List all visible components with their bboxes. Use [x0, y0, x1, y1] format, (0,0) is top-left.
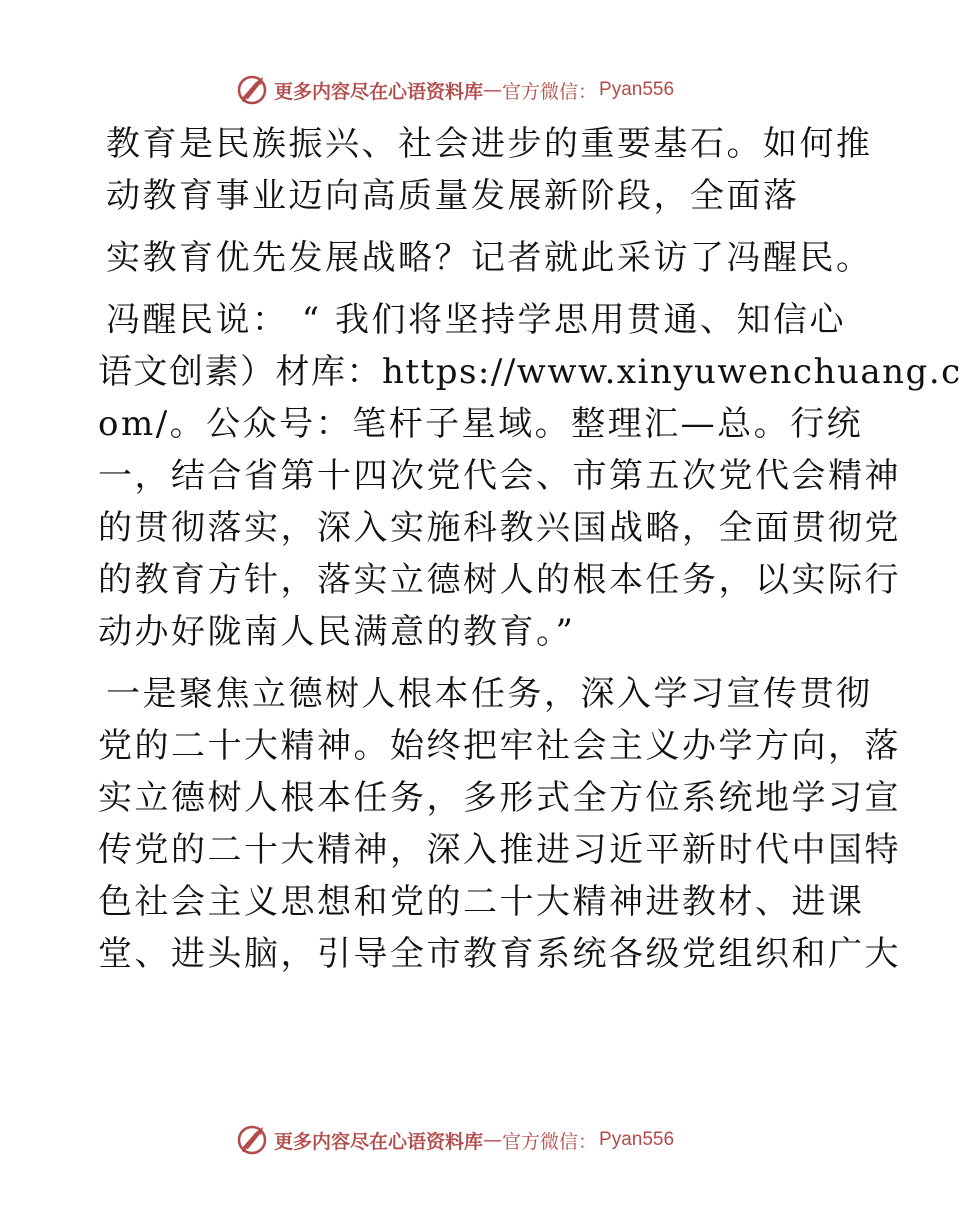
- text-line: 传党的二十大精神，深入推进习近平新时代中国特: [98, 830, 901, 870]
- text-line: 实教育优先发展战略？记者就此采访了冯醒民。: [106, 238, 873, 278]
- banner-label: 官方微信：: [502, 1130, 598, 1153]
- quill-logo-icon: [236, 74, 268, 106]
- banner-label: 官方微信：: [502, 80, 598, 103]
- banner-separator: —: [483, 1129, 503, 1151]
- document-body: [98, 118, 962, 980]
- text-line: 动教育事业迈向高质量发展新阶段，全面落: [106, 176, 800, 216]
- text-line: 党的二十大精神。始终把牢社会主义办学方向，落: [98, 726, 901, 766]
- banner-separator: —: [483, 79, 503, 101]
- text-line: 动办好陇南人民满意的教育。”: [98, 612, 576, 652]
- text-line: 色社会主义思想和党的二十大精神进教材、进课: [98, 882, 865, 922]
- text-line: 教育是民族振兴、社会进步的重要基石。如何推: [106, 124, 873, 164]
- banner-title: 更多内容尽在心语资料库: [274, 80, 484, 103]
- text-line: 的教育方针，落实立德树人的根本任务，以实际行: [98, 560, 901, 600]
- text-line: 一，结合省第十四次党代会、市第五次党代会精神: [98, 456, 901, 496]
- text-line: 堂、进头脑，引导全市教育系统各级党组织和广大: [98, 934, 901, 974]
- paragraph-interview: [98, 232, 873, 284]
- banner-wechat-id: Pyan556: [599, 79, 675, 100]
- text-line: 冯醒民说： “ 我们将坚持学思用贯通、知信心: [106, 300, 846, 340]
- banner-wechat-id: Pyan556: [599, 1129, 675, 1150]
- paragraph-intro: [98, 118, 873, 222]
- paragraph-point-one: [98, 668, 901, 980]
- footer-watermark-banner: [236, 1122, 674, 1158]
- text-line: 语文创素）材库：https://www.xinyuwenchuang.c: [98, 352, 962, 392]
- paragraph-quote: [98, 294, 962, 658]
- banner-title: 更多内容尽在心语资料库: [274, 1130, 484, 1153]
- text-line: om/。公众号：笔杆子星域。整理汇—总。行统: [98, 404, 864, 444]
- text-line: 实立德树人根本任务，多形式全方位系统地学习宣: [98, 778, 901, 818]
- text-line: 的贯彻落实，深入实施科教兴国战略，全面贯彻党: [98, 508, 901, 548]
- header-watermark-banner: [236, 72, 674, 108]
- text-line: 一是聚焦立德树人根本任务，深入学习宣传贯彻: [106, 674, 873, 714]
- quill-logo-icon: [236, 1124, 268, 1156]
